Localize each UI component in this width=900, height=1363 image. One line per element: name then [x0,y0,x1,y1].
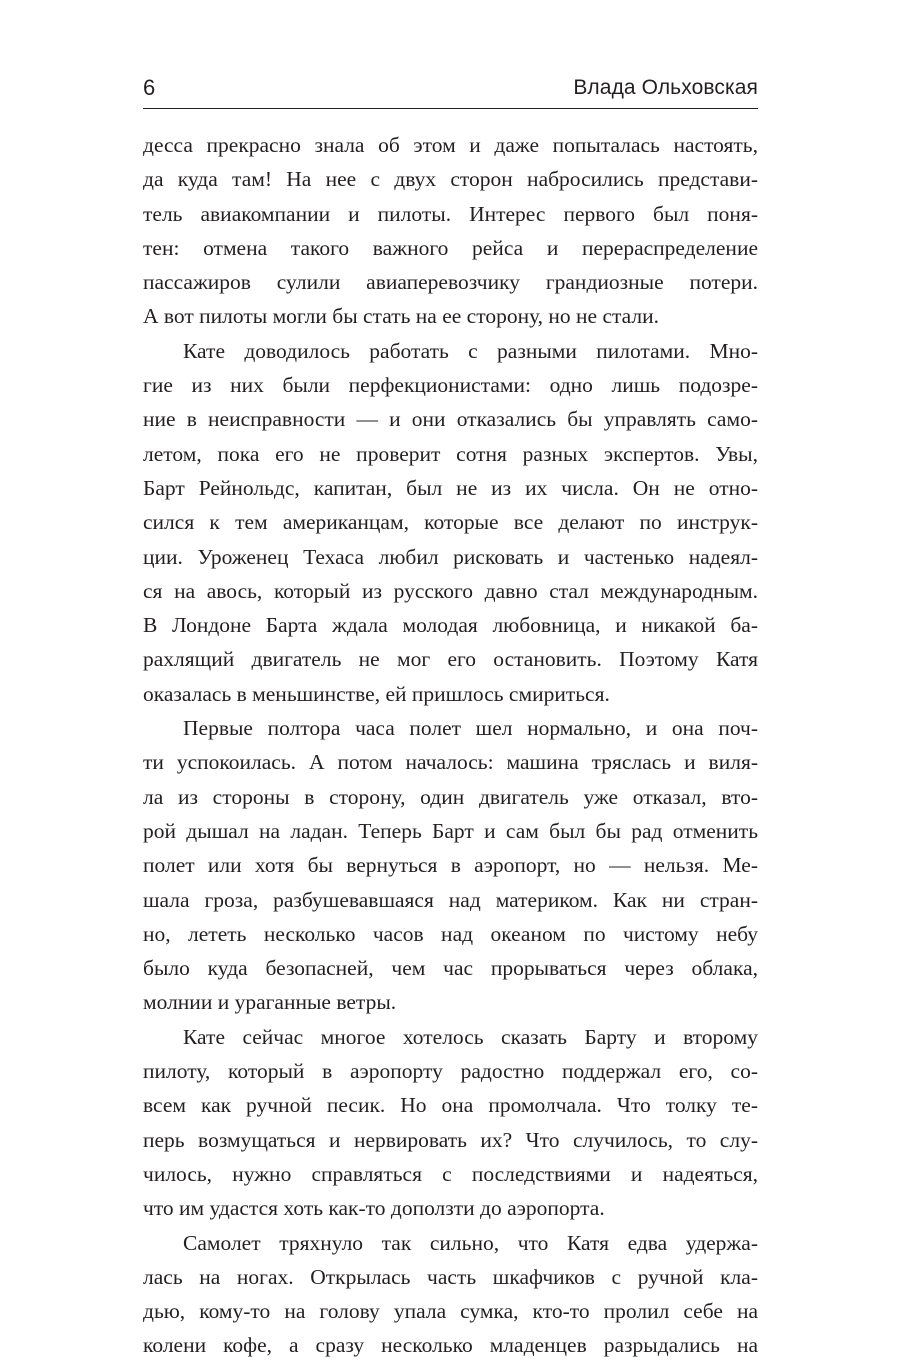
text-line: Самолет тряхнуло так сильно, что Катя едва удержа- [183,1230,758,1255]
text-line: сился к тем американцам, которые все делают по инструк- [143,510,758,535]
text-line: шала гроза, разбушевавшаяся над материком. Как ни стран- [143,887,758,912]
text-line: Первые полтора часа полет шел нормально, и она поч- [183,716,758,741]
text-line: А вот пилоты могли бы стать на ее сторону, но не стали. [143,304,660,329]
running-head-author: Влада Ольховская [573,76,758,99]
text-line: пассажиров сулили авиаперевозчику грандиозные потери. [143,270,758,295]
text-line: тель авиакомпании и пилоты. Интерес первого был поня- [143,201,758,226]
text-line: молнии и ураганные ветры. [143,990,397,1015]
text-line: колени кофе, а сразу несколько младенцев разрыдались на [143,1333,758,1358]
text-line: но, лететь несколько часов над океаном по чистому небу [143,921,758,946]
text-line: рахлящий двигатель не мог его остановить. Поэтому Катя [143,647,758,672]
page-number: 6 [143,75,156,100]
text-line: гие из них были перфекционистами: одно лишь подозре- [143,373,758,398]
text-line: полет или хотя бы вернуться в аэропорт, но — нельзя. Ме- [143,853,758,878]
text-line: дью, кому-то на голову упала сумка, кто-то пролил себе на [143,1299,758,1324]
text-line: ции. Уроженец Техаса любил рисковать и частенько надеял- [143,544,758,569]
text-line: десса прекрасно знала об этом и даже попыталась настоять, [143,133,758,157]
text-line: Барт Рейнольдс, капитан, был не из их числа. Он не отно- [143,475,758,500]
text-line: Кате сейчас многое хотелось сказать Барту и второму [183,1024,758,1049]
text-line: ла из стороны в сторону, один двигатель уже отказал, вто- [143,784,758,809]
text-line: лась на ногах. Открылась часть шкафчиков с ручной кла- [143,1264,758,1289]
text-line: да куда там! На нее с двух сторон набросились представи- [143,167,758,192]
text-line: перь возмущаться и нервировать их? Что случилось, то слу- [143,1127,758,1152]
text-line: ние в неисправности — и они отказались бы управлять само- [143,407,758,432]
text-line: летом, пока его не проверит сотня разных экспертов. Увы, [143,441,758,466]
text-line: было куда безопасней, чем час прорываться через облака, [143,956,758,981]
body-text [143,128,758,1363]
text-line: Кате доводилось работать с разными пилотами. Мно- [183,338,758,363]
text-line: ся на авось, который из русского давно стал международным. [143,578,758,603]
text-line: пилоту, который в аэропорту радостно поддержал его, со- [143,1059,758,1084]
text-line: В Лондоне Барта ждала молодая любовница, и никакой ба- [143,613,758,638]
header-rule [143,108,758,109]
text-line: всем как ручной песик. Но она промолчала. Что толку те- [143,1093,758,1118]
page-header [143,74,758,104]
text-line: чилось, нужно справляться с последствиями и надеяться, [143,1161,758,1186]
text-line: оказалась в меньшинстве, ей пришлось смириться. [143,681,610,706]
text-line: тен: отмена такого важного рейса и перераспределение [143,235,758,260]
text-line: рой дышал на ладан. Теперь Барт и сам был бы рад отменить [143,818,758,843]
text-line: ти успокоилась. А потом началось: машина тряслась и виля- [143,750,758,775]
text-line: что им удастся хоть как-то доползти до аэропорта. [143,1196,605,1221]
